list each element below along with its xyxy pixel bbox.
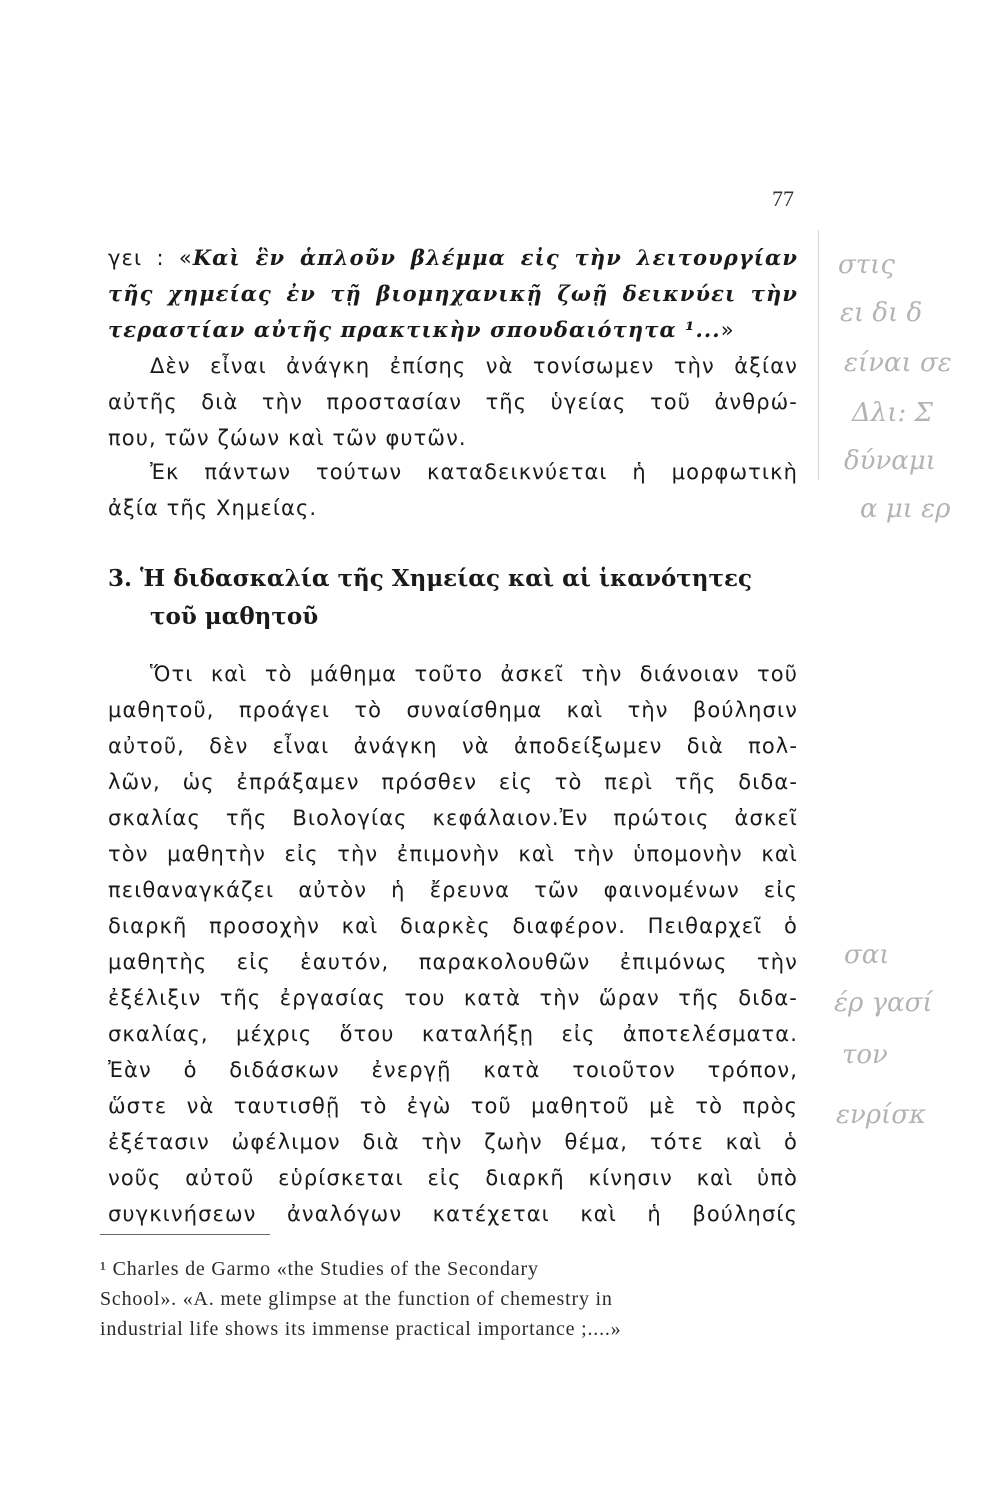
quote-text: τῆς χημείας ἐν τῇ βιομηχανικῇ ζωῇ δεικνύει τὴν xyxy=(108,281,798,306)
text-line: Δὲν εἶναι ἀνάγκη ἐπίσης νὰ τονίσωμεν τὴν ἀξίαν xyxy=(150,354,798,378)
paragraph-conclusion xyxy=(108,454,798,526)
quote-line-2 xyxy=(108,276,798,312)
handwritten-margin-notes xyxy=(830,210,999,1210)
text-line: μαθητὴς εἰς ἑαυτόν, παρακολουθῶν ἐπιμόνως τὴν xyxy=(108,950,798,974)
margin-note: α μι ερ xyxy=(860,494,951,524)
margin-note: έρ γασί xyxy=(834,988,933,1018)
quote-close: » xyxy=(720,318,735,342)
quote-line-1 xyxy=(108,240,798,276)
text-line: Ἐὰν ὁ διδάσκων ἐνεργῇ κατὰ τοιοῦτον τρόπον, xyxy=(108,1058,798,1082)
text-line: ἐξέλιξιν τῆς ἐργασίας του κατὰ τὴν ὥραν τῆς διδα- xyxy=(108,986,798,1010)
margin-note: τον xyxy=(842,1040,888,1070)
footnote-line: industrial life shows its immense practical importance ;....» xyxy=(100,1318,622,1340)
text-line: σκαλίας, μέχρις ὅτου καταλήξῃ εἰς ἀποτελέσματα. xyxy=(108,1022,798,1046)
section-number: 3. xyxy=(108,565,133,592)
quote-line-3 xyxy=(108,312,798,348)
quote-prefix: γει : « xyxy=(108,246,193,270)
margin-note: Δλι: Σ xyxy=(852,398,933,428)
page-number: 77 xyxy=(772,186,794,211)
text-line: ἀξία τῆς Χημείας. xyxy=(108,496,318,520)
text-line: λῶν, ὡς ἐπράξαμεν πρόσθεν εἰς τὸ περὶ τῆς διδα- xyxy=(108,770,798,794)
footnote-line: School». «A. mete glimpse at the function of chemestry in xyxy=(100,1288,613,1310)
margin-note: είναι σε xyxy=(844,348,952,378)
margin-note: ει δι δ xyxy=(840,298,923,328)
footnote xyxy=(100,1254,786,1344)
text-line: Ὅτι καὶ τὸ μάθημα τοῦτο ἀσκεῖ τὴν διάνοιαν τοῦ xyxy=(150,662,798,686)
text-line: τὸν μαθητὴν εἰς τὴν ἐπιμονὴν καὶ τὴν ὑπομονὴν καὶ xyxy=(108,842,798,866)
text-line: σκαλίας τῆς Βιολογίας κεφάλαιον.Ἐν πρώτοις ἀσκεῖ xyxy=(108,806,798,830)
section-heading xyxy=(108,560,808,636)
quote-paragraph xyxy=(108,240,798,348)
text-line: αὐτοῦ, δὲν εἶναι ἀνάγκη νὰ ἀποδείξωμεν διὰ πολ- xyxy=(108,734,798,758)
section-title: Ἡ διδασκαλία τῆς Χημείας καὶ αἱ ἱκανότητες xyxy=(140,565,752,592)
text-line: συγκινήσεων ἀναλόγων κατέχεται καὶ ἡ βούλησίς xyxy=(108,1202,798,1226)
margin-note: σαι xyxy=(844,940,890,970)
text-line: ἐξέτασιν ὠφέλιμον διὰ τὴν ζωὴν θέμα, τότε καὶ ὁ xyxy=(108,1130,798,1154)
footnote-separator xyxy=(100,1234,270,1235)
body-paragraph xyxy=(108,656,798,1232)
quote-text: Καὶ ἓν ἁπλοῦν βλέμμα εἰς τὴν λειτουργίαν xyxy=(192,245,798,270)
margin-rule xyxy=(818,230,819,480)
margin-note: δύναμι xyxy=(844,446,936,476)
text-line: πειθαναγκάζει αὐτὸν ἡ ἔρευνα τῶν φαινομένων εἰς xyxy=(108,878,798,902)
section-title-continued: τοῦ μαθητοῦ xyxy=(150,603,319,630)
text-line: διαρκῆ προσοχὴν καὶ διαρκὲς διαφέρον. Πειθαρχεῖ ὁ xyxy=(108,914,798,938)
text-line: ὥστε νὰ ταυτισθῇ τὸ ἐγὼ τοῦ μαθητοῦ μὲ τὸ πρὸς xyxy=(108,1094,798,1118)
paragraph-importance xyxy=(108,348,798,456)
margin-note: ενρίσκ xyxy=(836,1100,927,1130)
text-line: μαθητοῦ, προάγει τὸ συναίσθημα καὶ τὴν βούλησιν xyxy=(108,698,798,722)
text-line: που, τῶν ζώων καὶ τῶν φυτῶν. xyxy=(108,426,467,450)
text-line: Ἐκ πάντων τούτων καταδεικνύεται ἡ μορφωτικὴ xyxy=(150,460,798,484)
footnote-line: ¹ Charles de Garmo «the Studies of the Secondary xyxy=(100,1258,539,1280)
margin-note: στις xyxy=(838,250,895,280)
heading-line-1 xyxy=(108,560,808,598)
quote-text: τεραστίαν αὐτῆς πρακτικὴν σπουδαιότητα ¹... xyxy=(108,317,721,342)
text-line: αὐτῆς διὰ τὴν προστασίαν τῆς ὑγείας τοῦ ἀνθρώ- xyxy=(108,390,798,414)
text-line: νοῦς αὐτοῦ εὑρίσκεται εἰς διαρκῆ κίνησιν καὶ ὑπὸ xyxy=(108,1166,798,1190)
